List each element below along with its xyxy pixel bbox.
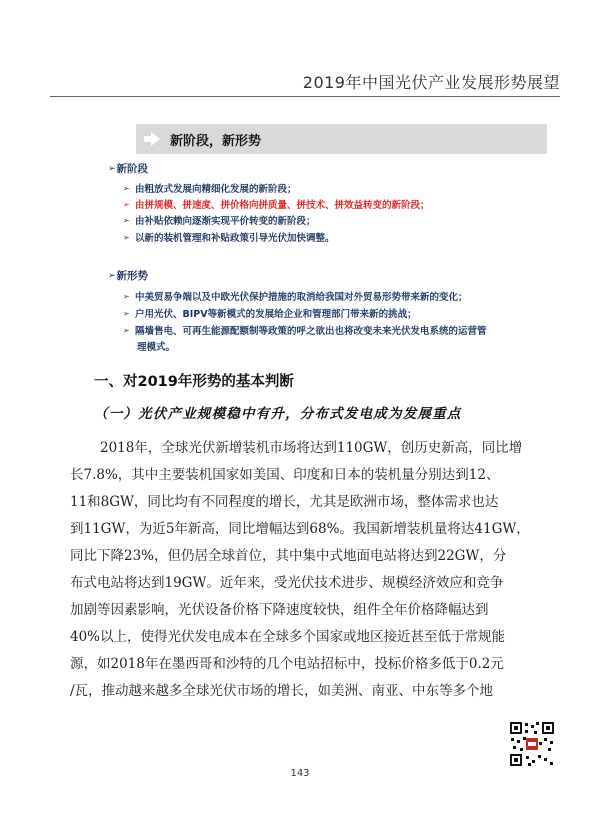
- list-item: [123, 289, 523, 306]
- list-item: [123, 230, 523, 247]
- list-item-text: 由粗放式发展向精细化发展的新阶段；: [135, 184, 297, 195]
- list-item: [123, 306, 523, 323]
- list-item-text: 由补贴依赖向逐渐实现平价转变的新阶段；: [135, 216, 316, 227]
- paragraph-line: 2018年，全球光伏新增装机市场将达到110GW，创历史新高，同比增: [100, 440, 523, 456]
- arrow-right-icon: [140, 124, 164, 154]
- new-stage-label-text: 新阶段: [116, 163, 149, 175]
- paragraph-line: 到11GW，为近5年新高，同比增幅达到68%。我国新增装机量将达41GW，: [70, 521, 530, 537]
- bullet-arrow-icon: ➢: [123, 216, 130, 225]
- bullet-arrow-icon: ➢: [123, 309, 130, 318]
- section-heading: 一、对2019年形势的基本判断: [94, 374, 294, 390]
- list-item-text-continued: 理模式。: [137, 342, 176, 353]
- subsection-heading: （一）光伏产业规模稳中有升，分布式发电成为发展重点: [94, 406, 462, 422]
- paragraph-line: 11和8GW，同比均有不同程度的增长，尤其是欧洲市场，整体需求也达: [70, 494, 499, 510]
- chevron-right-icon: ➢: [108, 270, 116, 281]
- chevron-right-icon: ➢: [108, 163, 116, 174]
- list-item: [123, 213, 523, 230]
- list-item-text: 中美贸易争端以及中欧光伏保护措施的取消给我国对外贸易形势带来新的变化；: [135, 292, 468, 303]
- paragraph-line: 源，如2018年在墨西哥和沙特的几个电站招标中，投标价格多低于0.2元: [70, 656, 504, 672]
- list-item-text: 隔墙售电、可再生能源配额制等政策的呼之欲出也将改变未来光伏发电系统的运营管: [135, 326, 487, 337]
- paragraph-line: 40%以上，使得光伏发电成本在全球多个国家或地区接近甚至低于常规能: [70, 629, 506, 645]
- bullet-arrow-icon: ➢: [123, 326, 130, 335]
- running-header-title: 2019年中国光伏产业发展形势展望: [302, 73, 560, 92]
- page-number: 143: [290, 768, 310, 779]
- bullet-arrow-icon: ➢: [123, 292, 130, 301]
- new-situation-label: [108, 268, 148, 283]
- new-stage-label: [108, 161, 148, 176]
- list-item-text: 以新的装机管理和补贴政策引导光伏加快调整。: [135, 233, 335, 244]
- paragraph-line: 加剧等因素影响，光伏设备价格下降速度较快，组件全年价格降幅达到: [70, 602, 489, 618]
- list-item-highlighted: [123, 197, 523, 214]
- paragraph-line: 同比下降23%，但仍居全球首位，其中集中式地面电站将达到22GW，分: [70, 548, 507, 564]
- list-item: [123, 181, 523, 198]
- list-item-text: 户用光伏、BIPV等新模式的发展给企业和管理部门带来新的挑战；: [135, 309, 417, 320]
- new-situation-label-text: 新形势: [116, 270, 149, 282]
- bullet-arrow-icon: ➢: [123, 184, 130, 193]
- paragraph-line: 布式电站将达到19GW。近年来，受光伏技术进步、规模经济效应和竞争: [70, 575, 504, 591]
- section-banner: [136, 124, 547, 154]
- list-item: [123, 323, 523, 356]
- list-item-text: 由拼规模、拼速度、拼价格向拼质量、拼技术、拼效益转变的新阶段；: [135, 200, 430, 211]
- header-divider: [50, 96, 560, 97]
- banner-title: 新阶段，新形势: [170, 133, 262, 149]
- paragraph-line: /瓦，推动越来越多全球光伏市场的增长，如美洲、南亚、中东等多个地: [70, 683, 494, 699]
- bullet-arrow-icon: ➢: [123, 233, 130, 242]
- bullet-arrow-icon: ➢: [123, 200, 130, 209]
- paragraph-line: 长7.8%，其中主要装机国家如美国、印度和日本的装机量分别达到12、: [70, 467, 500, 483]
- qr-code-icon: [508, 720, 556, 768]
